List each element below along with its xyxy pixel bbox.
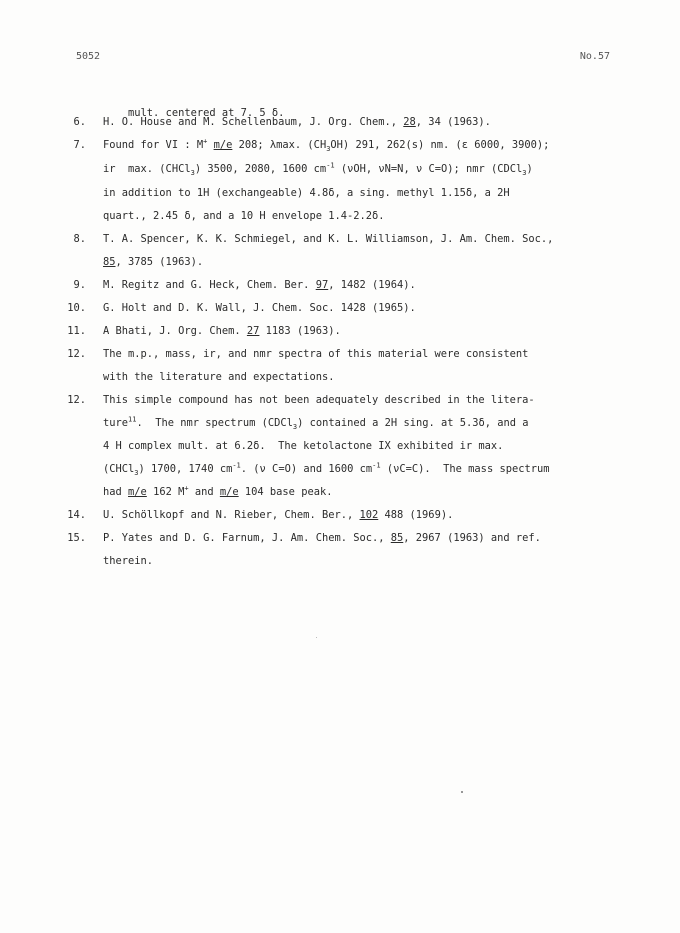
page-number: 5052	[76, 51, 101, 62]
ref-8-number: 8.	[73, 233, 86, 245]
ref-7-line-4: quart., 2.45 δ, and a 10 H envelope 1.4-2.2δ.	[103, 210, 385, 222]
ref-12a-line-2: with the literature and expectations.	[103, 371, 335, 383]
scan-speck	[461, 791, 463, 793]
ref-9-text: M. Regitz and G. Heck, Chem. Ber. 97, 1482 (1964).	[103, 279, 416, 291]
ref-7-number: 7.	[73, 139, 86, 151]
ref-7-line-3: in addition to 1H (exchangeable) 4.8δ, a sing. methyl 1.15δ, a 2H	[103, 187, 510, 199]
ref-15-number: 15.	[67, 532, 86, 544]
ref-10-text: G. Holt and D. K. Wall, J. Chem. Soc. 1428 (1965).	[103, 302, 416, 314]
ref-12a-line-1: The m.p., mass, ir, and nmr spectra of this material were consistent	[103, 348, 529, 360]
ref-7-line-1: Found for VI : M+ m/e 208; λmax. $(CH_3OH)$ 291, 262(s) nm. (ε 6000, 3900);	[103, 137, 550, 154]
ref-12b-line-2: ture$^{11}$. The nmr spectrum (CDCl$_3$) contained a 2H sing. at 5.3δ, and a	[103, 415, 529, 432]
ref-12a-number: 12.	[67, 348, 86, 360]
ref-8-line-2: 85, 3785 (1963).	[103, 256, 204, 268]
ref-12b-line-5: had m/e 162 M+ and m/e 104 base peak.	[103, 484, 333, 498]
ref-12b-line-4: (CHCl$_3$) 1700, 1740 $cm^{-1}$. (ν C=O) and 1600 $cm^{-1}$ (νC=C). The mass spectrum	[103, 461, 550, 478]
ref-9-number: 9.	[73, 279, 86, 291]
scan-speck	[316, 637, 317, 638]
ref-6-text: H. O. House and M. Schellenbaum, J. Org. Chem., 28, 34 (1963).	[103, 116, 491, 128]
ref-7-line-2: ir max. (CHCl$_3$) 3500, 2080, 1600 $cm^{-1}$ (νOH, νN=N, ν C=O); nmr (CDCl$_3$)	[103, 161, 533, 178]
ref-5-continuation: mult. centered at 7. 5 δ.	[128, 107, 285, 119]
ref-12b-line-1: This simple compound has not been adequately described in the litera-	[103, 394, 535, 406]
ref-15-line-1: P. Yates and D. G. Farnum, J. Am. Chem. Soc., 85, 2967 (1963) and ref.	[103, 532, 541, 544]
ref-8-line-1: T. A. Spencer, K. K. Schmiegel, and K. L. Williamson, J. Am. Chem. Soc.,	[103, 233, 554, 245]
ref-10-number: 10.	[67, 302, 86, 314]
ref-14-number: 14.	[67, 509, 86, 521]
ref-15-line-2: therein.	[103, 555, 154, 567]
ref-14-text: U. Schöllkopf and N. Rieber, Chem. Ber., 102 488 (1969).	[103, 509, 454, 521]
ref-12b-line-3: 4 H complex mult. at 6.2δ. The ketolactone IX exhibited ir max.	[103, 440, 504, 452]
ref-6-number: 6.	[73, 116, 86, 128]
journal-number: No.57	[579, 51, 610, 62]
ref-12b-number: 12.	[67, 394, 86, 406]
ref-11-text: A Bhati, J. Org. Chem. 27 1183 (1963).	[103, 325, 341, 337]
ref-11-number: 11.	[67, 325, 86, 337]
